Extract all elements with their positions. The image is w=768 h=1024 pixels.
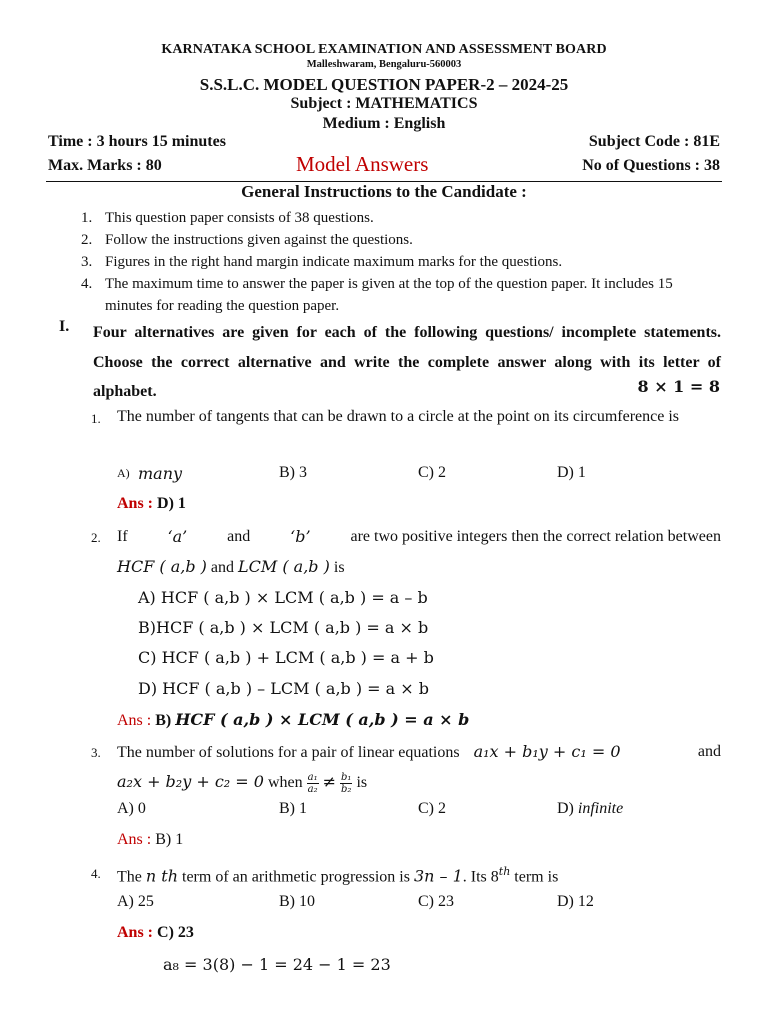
option-a: A) 0 <box>117 800 146 817</box>
option-d: D) infinite <box>557 800 624 817</box>
option-c: C) 23 <box>418 893 454 910</box>
answer-working: a₈ = 3(8) − 1 = 24 − 1 = 23 <box>163 955 391 974</box>
option-b: B)HCF ( a,b ) × LCM ( a,b ) = a × b <box>138 618 429 637</box>
subject-line: Subject : MATHEMATICS <box>290 95 478 112</box>
question-2-text-line2: HCF ( a,b ) and LCM ( a,b ) is <box>117 557 345 576</box>
answer-value: B) 1 <box>155 831 184 848</box>
answer-value: HCF ( a,b ) × LCM ( a,b ) = a × b <box>175 710 470 729</box>
option-d: D) HCF ( a,b ) – LCM ( a,b ) = a × b <box>138 679 430 698</box>
num-questions: No of Questions : 38 <box>582 157 720 174</box>
option-b: B) 10 <box>279 893 315 910</box>
instructions-heading: General Instructions to the Candidate : <box>241 182 527 201</box>
subject-code: Subject Code : 81E <box>588 133 720 150</box>
answer-value: D) 1 <box>157 495 186 512</box>
answer-value: C) 23 <box>157 924 194 941</box>
section-instructions: Four alternatives are given for each of the following questions/ incomplete statements. Choose the correct alternative and write the complete answer along with its letter of alphabet. <box>93 324 721 400</box>
option-c: C) 2 <box>418 464 446 481</box>
question-1-text: The number of tangents that can be drawn to a circle at the point on its circumference is <box>117 408 680 425</box>
question-3-text: The number of solutions for a pair of linear equations a₁x + b₁y + c₁ = 0 and <box>117 742 721 761</box>
option-c: C) HCF ( a,b ) + LCM ( a,b ) = a + b <box>138 648 434 667</box>
answer-line <box>117 710 469 730</box>
fraction: $\frac{\text{b₁}}{\text{b₂}}$ <box>341 771 352 795</box>
answer-letter: B) <box>155 712 172 729</box>
answer-label: Ans : <box>117 712 152 729</box>
board-name: KARNATAKA SCHOOL EXAMINATION AND ASSESSMENT BOARD <box>161 42 607 57</box>
answer-line <box>117 495 186 513</box>
option-a: many <box>138 464 183 483</box>
option-a-letter: A) <box>117 466 130 480</box>
answer-label: Ans : <box>117 831 152 848</box>
medium-line: Medium : English <box>322 115 446 132</box>
question-number: 1. <box>91 411 101 426</box>
question-number: 4. <box>91 866 101 881</box>
option-a: A) HCF ( a,b ) × LCM ( a,b ) = a – b <box>138 588 428 607</box>
time-line: Time : 3 hours 15 minutes <box>48 133 226 150</box>
option-c: C) 2 <box>418 800 446 817</box>
option-a: A) 25 <box>117 893 154 910</box>
question-number: 3. <box>91 745 101 760</box>
answer-label: Ans : <box>117 495 154 512</box>
section-marks: 8 × 1 = 8 <box>637 377 720 396</box>
section-number: I. <box>59 318 70 335</box>
answer-line <box>117 831 183 849</box>
option-d: D) 12 <box>557 893 594 910</box>
fraction: $\frac{\text{a₁}}{\text{a₂}}$ <box>307 771 318 795</box>
answer-label: Ans : <box>117 924 154 941</box>
option-b: B) 3 <box>279 464 307 481</box>
answer-line <box>117 924 194 942</box>
question-3-text-line2: a₂x + b₂y + c₂ = 0 when $\frac{\text{a₁}}{\text{a₂}}$ ≠ $\frac{\text{b₁}}{\text{b₂}}$ is <box>117 771 368 795</box>
question-2-text: If ‘a’ and ‘b’ are two positive integers then the correct relation between <box>117 527 721 546</box>
question-number: 2. <box>91 530 101 545</box>
max-marks: Max. Marks : 80 <box>48 157 162 174</box>
option-d: D) 1 <box>557 464 586 481</box>
model-answers-heading: Model Answers <box>296 152 429 176</box>
paper-title: S.S.L.C. MODEL QUESTION PAPER-2 – 2024-25 <box>199 75 569 94</box>
question-4-text: The n th term of an arithmetic progression is 3n – 1. Its 8th term is <box>117 865 559 886</box>
board-address: Malleshwaram, Bengaluru-560003 <box>306 59 462 70</box>
option-b: B) 1 <box>279 800 307 817</box>
question-paper-page: KARNATAKA SCHOOL EXAMINATION AND ASSESSMENT BOARD Malleshwaram, Bengaluru-560003 S.S.L.C. MODEL QUESTION PAPER-2 – 2024-25 Subject : MATHEMATICS Medium : English Time : 3 hours 15 minutes Subject Code : 81E Max. Marks : 80 Model Answers No of Questions : 38 General Instructions to the Candidate : 1. This question paper consists of 38 questions. 2. Follow the instructions given against the questions. 3. Figures in the right hand margin indicate maximum marks for the questions. 4. The maximum time to answer the paper is given at the top of the question paper. It includes 15 minutes for reading the question paper. I. Four alternatives are given for each of the following questions/ incomplete statements. Choose the correct alternative and write the complete answer along with its letter of alphabet. 8 × 1 = 8 1. The number of tangents that can be drawn to a circle at the point on its circumference is A) many B) 3 C) 2 D) 1 Ans : D) 1 2. If ‘a’ and ‘b’ are two positive integers then the correct relation between HCF ( a,b ) and LCM ( a,b ) is A) HCF ( a,b ) × LCM ( a,b ) = a – b B)HCF ( a,b ) × LCM ( a,b ) = a × b C) HCF ( a,b ) + LCM ( a,b ) = a + b D) HCF ( a,b ) – LCM ( a,b ) = a × b Ans : B) HCF ( a,b ) × LCM ( a,b ) = a × b 3. The number of solutions for a pair of linear equations a₁x + b₁y + c₁ = 0 and a₂x + b₂y + c₂ = 0 when $\frac{\text{a₁}}{\text{a₂}}$ ≠ $\frac{\text{b₁}}{\text{b₂}}$ is A) 0 B) 1 C) 2 D) infinite Ans : B) 1 4. The n th term of an arithmetic progression is 3n – 1. Its 8th term is A) 25 B) 10 C) 23 D) 12 Ans : C) 23 a₈ = 3(8) − 1 = 24 − 1 = 23 <box>0 0 768 1024</box>
